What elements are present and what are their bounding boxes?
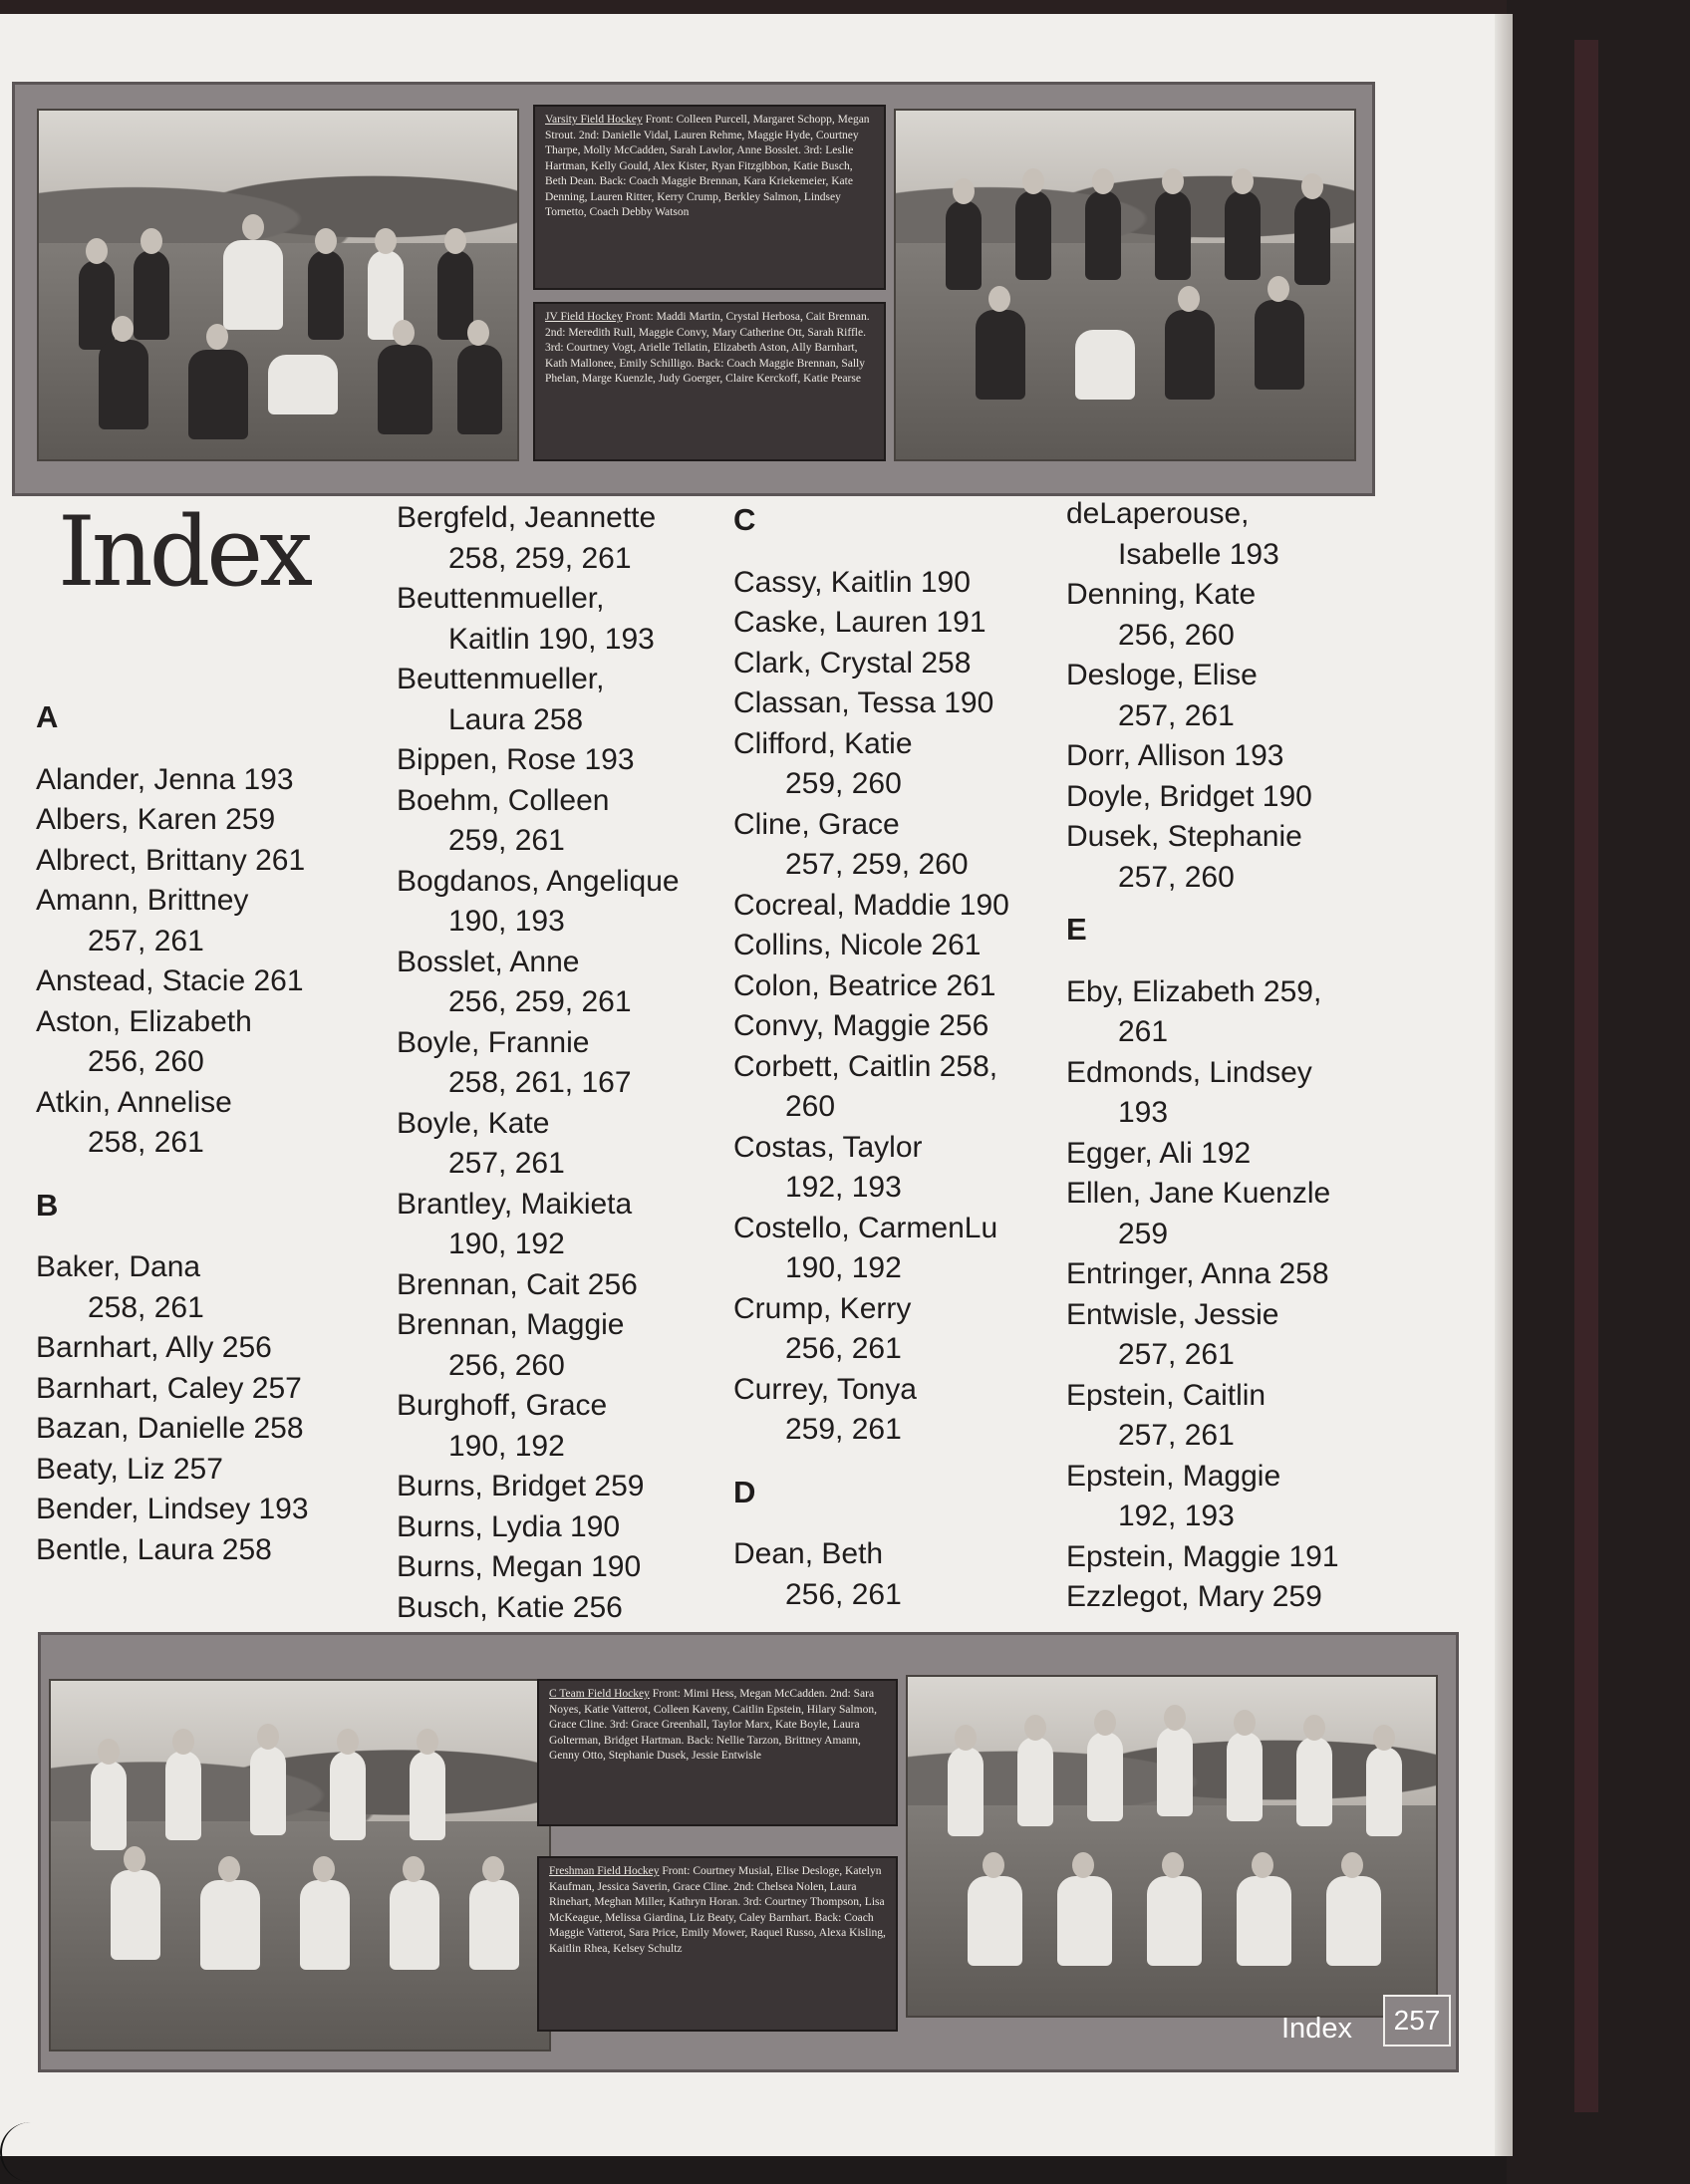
index-column-4: [1066, 494, 1405, 1618]
index-entry: Anstead, Stacie 261: [36, 964, 304, 997]
index-entry: Clifford, Katie 259, 260: [733, 726, 913, 800]
index-entry: Doyle, Bridget 190: [1066, 779, 1312, 813]
freshman-caption-text: Front: Courtney Musial, Elise Desloge, Katelyn Kaufman, Jessica Saverin, Grace Cline. 2nd: Chelsea Nolen, Laura Rinehart, Meghan Miller, Kathryn Horan. 3rd: Courtney Thompson, Lisa McKeague, Melissa Giardina, Liz Beaty, Caley Barnhart. Back: Coach Maggie Vatterot, Sara Price, Emily Mower, Raquel Russo, Alexa Kisling, Kaitlin Rhea, Kelsey Schultz: [549, 1865, 886, 1955]
index-entry: Entwisle, Jessie 257, 261: [1066, 1297, 1279, 1371]
index-entry: Epstein, Caitlin 257, 261: [1066, 1378, 1267, 1452]
index-entry: Entringer, Anna 258: [1066, 1257, 1329, 1290]
c-team-caption-title: C Team Field Hockey: [549, 1688, 650, 1700]
jv-team-photo: [894, 109, 1356, 461]
c-team-caption: [537, 1679, 898, 1826]
pen-mark: [0, 2122, 62, 2182]
index-entry: Costello, CarmenLu 190, 192: [733, 1211, 998, 1284]
page-number: 257: [1383, 1995, 1451, 2047]
footer-section-label: Index: [1281, 2013, 1352, 2045]
freshman-caption: [537, 1856, 898, 2032]
index-entry: Bergfeld, Jeannette 258, 259, 261: [397, 501, 657, 575]
index-entry: Caske, Lauren 191: [733, 606, 986, 639]
index-entry: Cocreal, Maddie 190: [733, 888, 1009, 922]
jv-caption: [533, 302, 886, 461]
index-entry: Bender, Lindsey 193: [36, 1493, 309, 1525]
index-entry: Albrect, Brittany 261: [36, 843, 306, 877]
index-entry: Cline, Grace 257, 259, 260: [733, 807, 969, 881]
index-entry: Corbett, Caitlin 258, 260: [733, 1049, 998, 1123]
index-entry: Busch, Katie 256: [397, 1590, 623, 1624]
index-entry: Alander, Jenna 193: [36, 762, 294, 796]
section-letter-d: D: [733, 1474, 756, 1509]
index-entry: Crump, Kerry 256, 261: [733, 1291, 912, 1365]
varsity-team-photo: [37, 109, 519, 461]
index-entry: Boehm, Colleen 259, 261: [397, 783, 610, 857]
index-entry: Epstein, Maggie 191: [1066, 1539, 1339, 1573]
index-entry: Ezzlegot, Mary 259: [1066, 1580, 1322, 1613]
index-entry: Dorr, Allison 193: [1066, 739, 1284, 772]
page-edge-shadow: [1495, 14, 1513, 2156]
index-entry: Amann, Brittney 257, 261: [36, 884, 249, 957]
index-entry: Bentle, Laura 258: [36, 1532, 272, 1566]
index-entry: Dusek, Stephanie 257, 260: [1066, 820, 1302, 894]
jv-caption-title: JV Field Hockey: [545, 311, 623, 323]
index-column-1: [36, 697, 375, 1570]
index-entry: Ellen, Jane Kuenzle 259: [1066, 1177, 1331, 1250]
varsity-caption-title: Varsity Field Hockey: [545, 114, 643, 126]
index-entry: Baker, Dana 258, 261: [36, 1250, 204, 1324]
index-entry: Burns, Megan 190: [397, 1550, 642, 1583]
jv-caption-text: Front: Maddi Martin, Crystal Herbosa, Cait Brennan. 2nd: Meredith Rull, Maggie Convy, Mary Catherine Ott, Sarah Riffle. 3rd: Courtney Vogt, Arielle Tellatin, Elizabeth Aston, Ally Barnhart, Kath Mallonee, Emily Schilligo. Back: Coach Maggie Brennan, Sally Phelan, Marge Kuenzle, Judy Goerger, Claire Kerckoff, Katie Pearse: [545, 311, 870, 385]
index-entry: Epstein, Maggie 192, 193: [1066, 1459, 1281, 1532]
index-entry: Brennan, Maggie 256, 260: [397, 1308, 625, 1382]
index-column-2: [397, 498, 725, 1628]
section-letter-b: B: [36, 1187, 59, 1223]
freshman-team-photo: [906, 1675, 1438, 2018]
index-entry: Aston, Elizabeth 256, 260: [36, 1004, 252, 1078]
section-letter-e: E: [1066, 912, 1087, 947]
index-entry: Cassy, Kaitlin 190: [733, 565, 971, 599]
index-entry: Burghoff, Grace 190, 192: [397, 1389, 608, 1463]
index-entry: Egger, Ali 192: [1066, 1136, 1252, 1170]
index-entry: Currey, Tonya 259, 261: [733, 1372, 917, 1446]
index-entry: Brennan, Cait 256: [397, 1267, 638, 1301]
index-entry: Burns, Lydia 190: [397, 1509, 621, 1543]
freshman-caption-title: Freshman Field Hockey: [549, 1865, 660, 1877]
binder-spine: [1574, 40, 1598, 2112]
index-entry: Colon, Beatrice 261: [733, 968, 996, 1002]
index-entry: Classan, Tessa 190: [733, 686, 994, 719]
index-entry: Edmonds, Lindsey 193: [1066, 1055, 1312, 1129]
index-entry: Beaty, Liz 257: [36, 1452, 223, 1486]
bottom-photo-band: [38, 1632, 1459, 2072]
index-entry: Beuttenmueller, Laura 258: [397, 663, 605, 736]
index-entry: Beuttenmueller, Kaitlin 190, 193: [397, 582, 655, 656]
binder-background: [1507, 0, 1690, 2184]
page-title: Index: [58, 496, 310, 608]
c-team-photo: [49, 1679, 551, 2051]
index-entry: Clark, Crystal 258: [733, 646, 972, 680]
index-column-3: [733, 500, 1062, 1615]
index-entry: Desloge, Elise 257, 261: [1066, 659, 1258, 732]
top-photo-band: [12, 82, 1375, 496]
index-entry: Dean, Beth 256, 261: [733, 1537, 902, 1611]
index-entry: Collins, Nicole 261: [733, 929, 982, 961]
index-entry: Barnhart, Ally 256: [36, 1331, 272, 1364]
varsity-caption-text: Front: Colleen Purcell, Margaret Schopp, Megan Strout. 2nd: Danielle Vidal, Lauren Rehme, Maggie Hyde, Courtney Tharpe, Molly McCadden, Sarah Lawlor, Anne Bosslet. 3rd: Leslie Hartman, Kelly Gould, Alex Kister, Ryan Fitzgibbon, Katie Busch, Beth Dean. Back: Coach Maggie Brennan, Kara Kriekemeier, Kate Denning, Lauren Ritter, Kerry Crump, Berkley Salmon, Lindsey Tornetto, Coach Debby Watson: [545, 114, 870, 218]
index-entry: Burns, Bridget 259: [397, 1470, 645, 1502]
index-entry: Boyle, Kate 257, 261: [397, 1106, 565, 1180]
varsity-caption: [533, 105, 886, 290]
index-entry: Denning, Kate 256, 260: [1066, 578, 1257, 652]
index-entry: Bippen, Rose 193: [397, 743, 635, 776]
index-entry: Convy, Maggie 256: [733, 1009, 989, 1042]
index-entry: Costas, Taylor 192, 193: [733, 1130, 923, 1204]
index-entry: Bosslet, Anne 256, 259, 261: [397, 945, 632, 1018]
c-team-caption-text: Front: Mimi Hess, Megan McCadden. 2nd: Sara Noyes, Katie Vatterot, Colleen Kaveny, Caitlin Epstein, Hilary Salmon, Grace Cline. 3rd: Grace Greenhall, Taylor Marx, Kate Boyle, Laura Golterman, Bridget Hartman. Back: Nellie Tarzon, Brittney Amann, Genny Otto, Stephanie Dusek, Jessie Entwisle: [549, 1688, 877, 1762]
index-entry: Bogdanos, Angelique 190, 193: [397, 864, 680, 938]
index-entry: Atkin, Annelise 258, 261: [36, 1085, 232, 1159]
index-entry: Bazan, Danielle 258: [36, 1412, 304, 1445]
index-entry: Barnhart, Caley 257: [36, 1371, 302, 1405]
index-entry: deLaperouse, Isabelle 193: [1066, 497, 1279, 571]
index-entry: Eby, Elizabeth 259, 261: [1066, 974, 1322, 1048]
index-entry: Boyle, Frannie 258, 261, 167: [397, 1025, 632, 1099]
index-entry: Brantley, Maikieta 190, 192: [397, 1187, 633, 1260]
index-entry: Albers, Karen 259: [36, 803, 276, 836]
section-letter-c: C: [733, 502, 756, 537]
section-letter-a: A: [36, 699, 59, 734]
